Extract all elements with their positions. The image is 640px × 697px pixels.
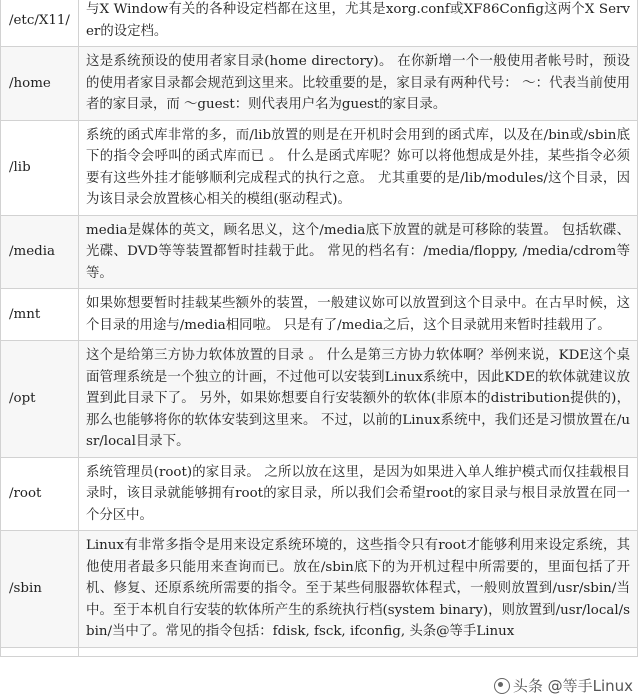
directory-path: /media [1,215,79,289]
table-row [1,215,638,289]
table-row [1,289,638,341]
table-row [1,647,638,656]
directory-description: 与X Window有关的各种设定档都在这里，尤其是xorg.conf或XF86Config这两个X Server的设定档。 [79,0,638,47]
table-row [1,47,638,121]
watermark-text: 头条 @等手Linux [512,677,633,695]
table-row [1,457,638,531]
table-body [1,0,638,656]
directory-description: 这个是给第三方协力软体放置的目录 。 什么是第三方协力软体啊？举例来说，KDE这个桌面管理系统是一个独立的计画，不过他可以安装到Linux系统中，因此KDE的软体就建议放置到此目录下了。 另外，如果妳想要自行安装额外的软体(非原本的distribution提供的)，那么也能够将你的软体安装到这里来。 不过，以前的Linux系统中，我们还是习惯放置在/usr/local目录下。 [79,341,638,458]
directory-path: /lib [1,120,79,215]
directory-description: Linux有非常多指令是用来设定系统环境的，这些指令只有root才能够利用来设定系统，其他使用者最多只能用来查询而已。放在/sbin底下的为开机过程中所需要的，里面包括了开机、修复、还原系统所需要的指令。至于某些伺服器软体程式，一般则放置到/usr/sbin/当中。至于本机自行安装的软体所产生的系统执行档(system binary)，则放置到/usr/local/sbin/当中了。常见的指令包括：fdisk, fsck, ifconfig, 头条@等手Linux [79,531,638,648]
table-row [1,341,638,458]
directory-description [79,647,638,656]
directory-description: 系统的函式库非常的多，而/lib放置的则是在开机时会用到的函式库，以及在/bin或/sbin底下的指令会呼叫的函式库而已 。 什么是函式库呢？妳可以将他想成是外挂，某些指令必须要有这些外挂才能够顺利完成程式的执行之意。 尤其重要的是/lib/modules/这个目录，因为该目录会放置核心相关的模组(驱动程式)。 [79,120,638,215]
directory-path: /etc/X11/ [1,0,79,47]
directory-path: /opt [1,341,79,458]
table-row [1,0,638,47]
directory-path [1,647,79,656]
watermark [491,674,636,697]
directory-description: 这是系统预设的使用者家目录(home directory)。 在你新增一个一般使用者帐号时，预设的使用者家目录都会规范到这里来。比较重要的是，家目录有两种代号： ～：代表当前使用者的家目录，而 ～guest：则代表用户名为guest的家目录。 [79,47,638,121]
table-row [1,531,638,648]
directory-description: 系统管理员(root)的家目录。 之所以放在这里，是因为如果进入单人维护模式而仅挂载根目录时，该目录就能够拥有root的家目录，所以我们会希望root的家目录与根目录放置在同一个分区中。 [79,457,638,531]
directory-path: /home [1,47,79,121]
directory-path: /mnt [1,289,79,341]
directory-path: /root [1,457,79,531]
table-row [1,120,638,215]
directory-path: /sbin [1,531,79,648]
directory-description: media是媒体的英文，顾名思义，这个/media底下放置的就是可移除的装置。 包括软碟、光碟、DVD等等装置都暂时挂载于此。 常见的档名有：/media/floppy, /media/cdrom等等。 [79,215,638,289]
watermark-logo-icon [494,678,510,694]
directory-description: 如果妳想要暂时挂载某些额外的装置，一般建议妳可以放置到这个目录中。在古早时候，这个目录的用途与/media相同啦。 只是有了/media之后，这个目录就用来暂时挂载用了。 [79,289,638,341]
